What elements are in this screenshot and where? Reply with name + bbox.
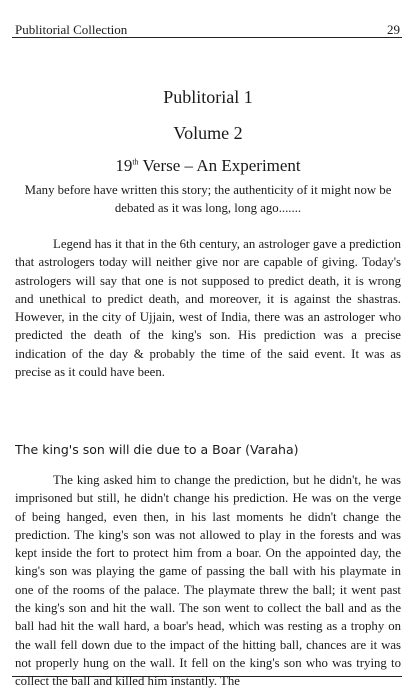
- intro-paragraph: Many before have written this story; the authenticity of it might now be debated as it was long, long ago.......: [24, 183, 392, 216]
- body-paragraph-2: The king asked him to change the prediction, but he didn't, he was imprisoned but still, he didn't change his prediction. He was on the verge of being hanged, even then, in his last moments he didn't change the prediction. The king's son was not allowed to play in the forests and was kept inside the fort to protect him from a boar. On the appointed day, the king's son was playing the game of passing the ball with his playmate in one of the rooms of the palace. The playmate threw the ball; it went past the king's son and hit the wall. The son went to collect the ball and as the ball had hit the wall hard, a boar's head, which was resting as a trophy on the wall fell down due to the impact of the hitting ball, chances are it was not properly hung on the wall. It fell on the king's son who was trying to collect the ball and killed him instantly. The: [15, 473, 401, 689]
- section-subheading: The king's son will die due to a Boar (Varaha): [15, 442, 299, 457]
- volume-title: Volume 2: [173, 123, 243, 143]
- page-number: 29: [387, 22, 400, 37]
- body-paragraph-1: Legend has it that in the 6th century, an astrologer gave a prediction that astrologers today will neither give nor are capable of giving. Today's astrologers will say that one is not supposed to predict death, it is wrong and unethical to predict death, and moreover, it is against the shastras. However, in the city of Ujjain, west of India, there was an astrologer who predicted the death of the king's son. His prediction was a precise indication of the day & probably the time of the said event. It was as precise as it could have been.: [15, 237, 401, 380]
- verse-title-text: Verse – An Experiment: [138, 156, 301, 175]
- header-rule: [12, 37, 402, 38]
- chapter-titles: [0, 84, 416, 178]
- footer-rule: [12, 676, 402, 677]
- running-title: Publitorial Collection: [15, 22, 128, 37]
- verse-ordinal-suffix: th: [132, 157, 139, 167]
- verse-title: [0, 154, 416, 178]
- chapter-title: Publitorial 1: [163, 87, 253, 107]
- running-header: [15, 18, 400, 38]
- verse-number: 19: [115, 156, 133, 175]
